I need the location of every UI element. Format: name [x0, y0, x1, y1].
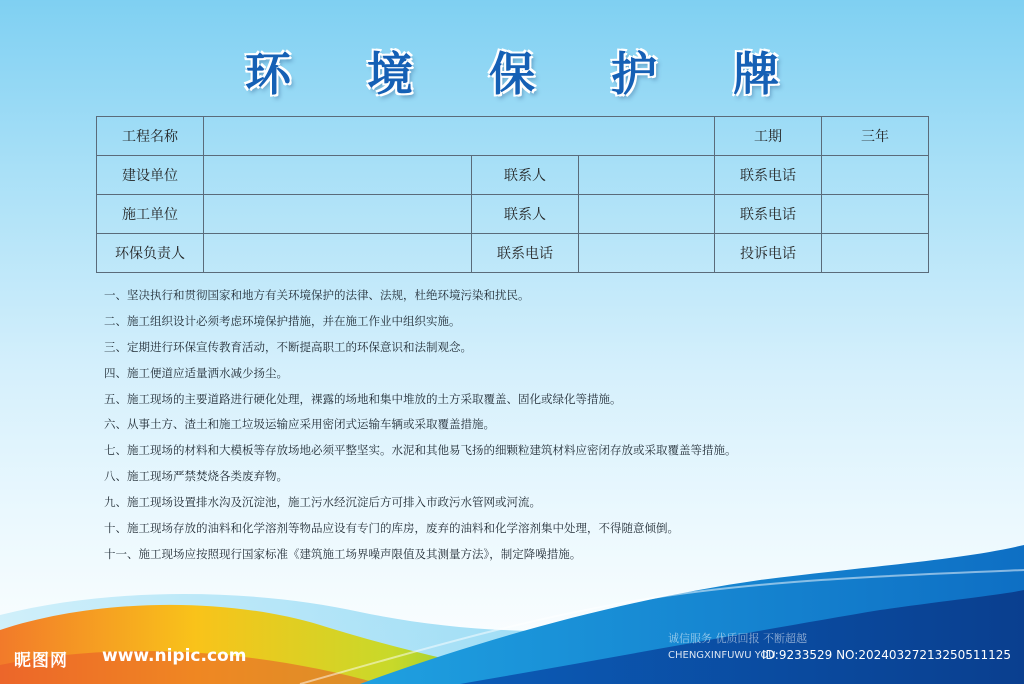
rule-item: 八、施工现场严禁焚烧各类废弃物。	[104, 469, 288, 484]
contact-value	[579, 195, 715, 234]
complaint-phone-label: 投诉电话	[715, 234, 822, 273]
phone-label: 联系电话	[715, 156, 822, 195]
constructor-value	[204, 195, 472, 234]
phone-value	[579, 234, 715, 273]
builder-label: 建设单位	[97, 156, 204, 195]
phone-label: 联系电话	[472, 234, 579, 273]
period-value: 三年	[822, 117, 929, 156]
phone-value	[822, 195, 929, 234]
rule-item: 五、施工现场的主要道路进行硬化处理，裸露的场地和集中堆放的土方采取覆盖、固化或绿化等措施。	[104, 391, 622, 406]
rule-item: 七、施工现场的材料和大模板等存放场地必须平整坚实。水泥和其他易飞扬的细颗粒建筑材料应密闭存放或采取覆盖等措施。	[104, 443, 737, 458]
rule-item: 四、施工便道应适量洒水减少扬尘。	[104, 365, 288, 380]
watermark-url: www.nipic.com	[102, 646, 247, 666]
env-manager-label: 环保负责人	[97, 234, 204, 273]
rule-item: 十一、施工现场应按照现行国家标准《建筑施工场界噪声限值及其测量方法》，制定降噪措施。	[104, 546, 582, 561]
table-row	[97, 234, 929, 273]
env-manager-value	[204, 234, 472, 273]
rule-item: 九、施工现场设置排水沟及沉淀池，施工污水经沉淀后方可排入市政污水管网或河流。	[104, 495, 541, 510]
page-title: 环 境 保 护 牌	[244, 47, 810, 101]
phone-value	[822, 156, 929, 195]
watermark-brand: CHENGXINFUWU YOU	[668, 650, 776, 661]
table-row	[97, 117, 929, 156]
rule-item: 二、施工组织设计必须考虑环境保护措施，并在施工作业中组织实施。	[104, 313, 461, 328]
contact-label: 联系人	[472, 195, 579, 234]
table-row	[97, 156, 929, 195]
phone-label: 联系电话	[715, 195, 822, 234]
project-name-label: 工程名称	[97, 117, 204, 156]
complaint-phone-value	[822, 234, 929, 273]
rule-item: 六、从事土方、渣土和施工垃圾运输应采用密闭式运输车辆或采取覆盖措施。	[104, 417, 495, 432]
period-label: 工期	[715, 117, 822, 156]
rule-item: 三、定期进行环保宣传教育活动，不断提高职工的环保意识和法制观念。	[104, 339, 472, 354]
rule-item: 十、施工现场存放的油料和化学溶剂等物品应设有专门的库房，废弃的油料和化学溶剂集中处理，不得随意倾倒。	[104, 521, 679, 536]
watermark-service: 诚信服务 优质回报 不断超越	[668, 632, 807, 645]
rules-list	[104, 285, 984, 570]
constructor-label: 施工单位	[97, 195, 204, 234]
watermark-logo: 昵图网	[14, 651, 68, 671]
contact-value	[579, 156, 715, 195]
info-table	[96, 116, 929, 273]
builder-value	[204, 156, 472, 195]
table-row	[97, 195, 929, 234]
contact-label: 联系人	[472, 156, 579, 195]
project-name-value	[204, 117, 715, 156]
watermark-id: ID:9233529 NO:20240327213250511125	[762, 648, 1012, 662]
rule-item: 一、坚决执行和贯彻国家和地方有关环境保护的法律、法规，杜绝环境污染和扰民。	[104, 288, 530, 302]
